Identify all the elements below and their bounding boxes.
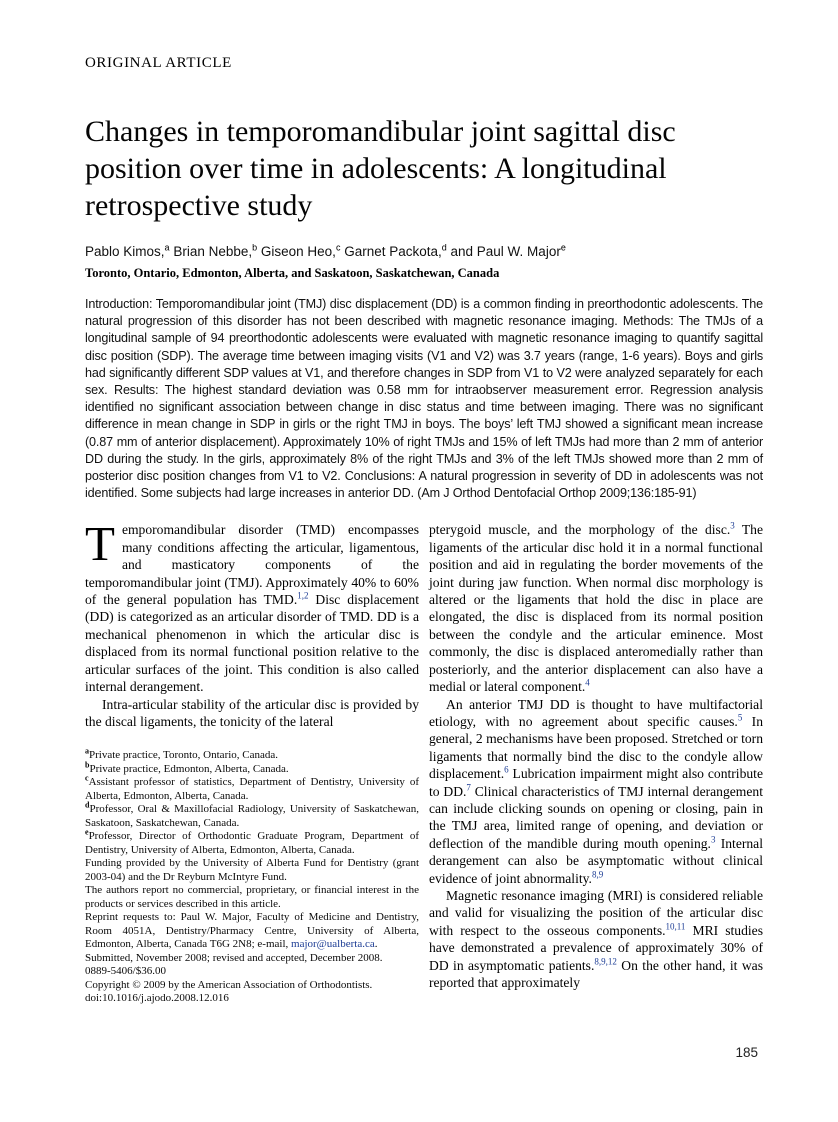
- body-column-left: [85, 516, 419, 1005]
- affiliation-superscript: e: [560, 242, 566, 253]
- footnote-line: 0889-5406/$36.00: [85, 965, 166, 978]
- footnote-line: $^d$Professor, Oral & Maxillofacial Radiology, University of Saskatchewan, Saskatoon, Saskatchewan, Canada.: [85, 800, 419, 829]
- footnote-line: $^b$Private practice, Edmonton, Alberta, Canada.: [85, 760, 289, 775]
- footnote-line: doi:10.1016/j.ajodo.2008.12.016: [85, 992, 229, 1005]
- affiliation-superscript: b: [85, 760, 90, 770]
- affiliation-superscript: e: [85, 827, 89, 837]
- footnote-line: Submitted, November 2008; revised and accepted, December 2008.: [85, 951, 383, 964]
- footnote-line: $^c$Assistant professor of statistics, Department of Dentistry, University of Alberta, Edmonton, Alberta, Canada.: [85, 773, 419, 802]
- affiliation-superscript: c: [85, 773, 89, 783]
- title-line-1: Changes in temporomandibular joint sagittal disc: [85, 115, 676, 148]
- affiliation-superscript: c: [335, 242, 341, 253]
- affiliation-superscript: a: [164, 242, 170, 253]
- reference-link[interactable]: 3: [730, 520, 735, 531]
- body-paragraph: Intra-articular stability of the articular disc is provided by the discal ligaments, the tonicity of the lateral: [85, 696, 419, 729]
- reference-link[interactable]: 10,11: [665, 921, 686, 932]
- body-paragraph: pterygoid muscle, and the morphology of the disc.$^3$ The ligaments of the articular disc hold it in a normal functional position and aid in regulating the border movements of the joint during jaw function. When normal disc morphology is altered or the ligaments that hold the disc in place are elongated, the disc is displaced from its normal position between the condyle and the articular eminence. Most commonly, the disc is displaced anteromedially rather than posteriorly, and the anterior displacement can also have a medial or lateral component.$^4$: [429, 520, 763, 695]
- footnote-line: Funding provided by the University of Alberta Fund for Dentistry (grant 2003-04) and the Dr Reyburn McIntyre Fund.: [85, 857, 419, 883]
- reference-link[interactable]: 8,9,12: [594, 956, 617, 967]
- affiliation-superscript: a: [85, 746, 89, 756]
- footnotes-block: [85, 746, 419, 1006]
- article-type-label: ORIGINAL ARTICLE: [85, 55, 232, 71]
- affiliation-superscript: d: [85, 800, 90, 810]
- abstract-text: Introduction: Temporomandibular joint (TMJ) disc displacement (DD) is a common finding in preorthodontic adolescents. The natural progression of this disorder has not been described with magnetic resonance imaging. Methods: The TMJs of a longitudinal sample of 94 preorthodontic adolescents were evaluated with magnetic resonance imaging to quantify sagittal disc position (SDP). The average time between imaging visits (V1 and V2) was 3.7 years (range, 1-6 years). Boys and girls had significantly different SDP values at V1, and therefore changes in SDP from V1 to V2 were analyzed separately for each sex. Results: The highest standard deviation was 0.58 mm for intraobserver measurement error. Regression analysis identified no significant association between change in disc status and time between imaging. There was no significant difference in mean change in SDP in girls or the right TMJ in boys. The boys’ left TMJ showed a significant mean increase (0.87 mm of anterior displacement). Approximately 10% of right TMJs and 15% of left TMJs had more than 2 mm of anterior DD during the study. In the girls, approximately 8% of the right TMJs and 3% of the left TMJs showed more than 2 mm of posterior disc position changes from V1 to V2. Conclusions: A natural progression in severity of DD in adolescents was not identified. Some subjects had large increases in anterior DD. (Am J Orthod Dentofacial Orthop 2009;136:185-91): [85, 297, 763, 501]
- body-paragraph: An anterior TMJ DD is thought to have multifactorial etiology, with no agreement about specific causes.$^5$ In general, 2 mechanisms have been proposed. Stretched or torn ligaments that normally bind the disc to the condyle allow displacement.$^6$ Lubrication impairment might also contribute to DD.$^7$ Clinical characteristics of TMJ internal derangement can include clicking sounds on opening or closing, pain in the TMJ area, limited range of opening, and deviation or deflection of the mandible during mouth opening.$^3$ Internal derangement can also be asymptomatic without clinical evidence of joint abnormality.$^{8,9}$: [429, 696, 763, 886]
- body-column-right: [429, 521, 763, 1005]
- email-link[interactable]: major@ualberta.ca: [291, 938, 375, 951]
- affiliation-line: Toronto, Ontario, Edmonton, Alberta, and Saskatoon, Saskatchewan, Canada: [85, 266, 500, 280]
- footnote-line: The authors report no commercial, proprietary, or financial interest in the products or services described in this article.: [85, 884, 419, 910]
- reference-link[interactable]: 7: [466, 782, 471, 792]
- title-line-2: position over time in adolescents: A longitudinal: [85, 152, 667, 185]
- page-number: 185: [735, 1045, 758, 1060]
- affiliation-superscript: d: [441, 242, 447, 253]
- two-column-body: [85, 516, 763, 1005]
- reference-link[interactable]: 5: [737, 712, 743, 723]
- body-paragraph-intro: [85, 516, 419, 695]
- article-title: [85, 113, 763, 224]
- drop-cap: T: [85, 516, 115, 572]
- title-line-3: retrospective study: [85, 189, 313, 222]
- footnote-line: $^e$Professor, Director of Orthodontic Graduate Program, Department of Dentistry, University of Alberta, Edmonton, Alberta, Canada.: [85, 827, 419, 856]
- body-paragraph: Magnetic resonance imaging (MRI) is considered reliable and valid for visualizing the position of the articular disc with respect to the osseous components.$^{10,11}$ MRI studies have demonstrated a prevalence of approximately 30% of DD in asymptomatic patients.$^{8,9,12}$ On the other hand, it was reported that approximately: [429, 887, 763, 990]
- reference-link[interactable]: 6: [504, 764, 509, 775]
- reference-link[interactable]: 4: [585, 677, 590, 688]
- reference-link[interactable]: 1,2: [297, 590, 309, 601]
- paragraph-text: emporomandibular disorder (TMD) encompasses many conditions affecting the articular, ligamentous, and masticatory components of the temporomandibular joint (TMJ). Approximately 40% to 60% of the general population has TMD.$^{1,2}$ Disc displacement (DD) is categorized as an articular disorder of TMD. DD is a mechanical phenomenon in which the articular disc is displaced from its normal functional position relative to the articular surfaces of the joint. This condition is also called internal derangement.: [85, 522, 419, 695]
- reference-link[interactable]: 3: [710, 834, 716, 845]
- footnote-line: Copyright © 2009 by the American Association of Orthodontists.: [85, 978, 373, 991]
- author-line: Pablo Kimos,$^a$ Brian Nebbe,$^b$ Giseon Heo,$^c$ Garnet Packota,$^d$ and Paul W. Major$^e$: [85, 242, 566, 259]
- footnote-line: Reprint requests to: Paul W. Major, Faculty of Medicine and Dentistry, Room 4051A, Dentistry/Pharmacy Centre, University of Alberta, Edmonton, Alberta, Canada T6G 2N8; e-mail, major@ualberta.ca.: [85, 911, 419, 951]
- footnote-line: $^a$Private practice, Toronto, Ontario, Canada.: [85, 746, 279, 762]
- reference-link[interactable]: 8,9: [591, 869, 604, 880]
- affiliation-superscript: b: [252, 242, 258, 253]
